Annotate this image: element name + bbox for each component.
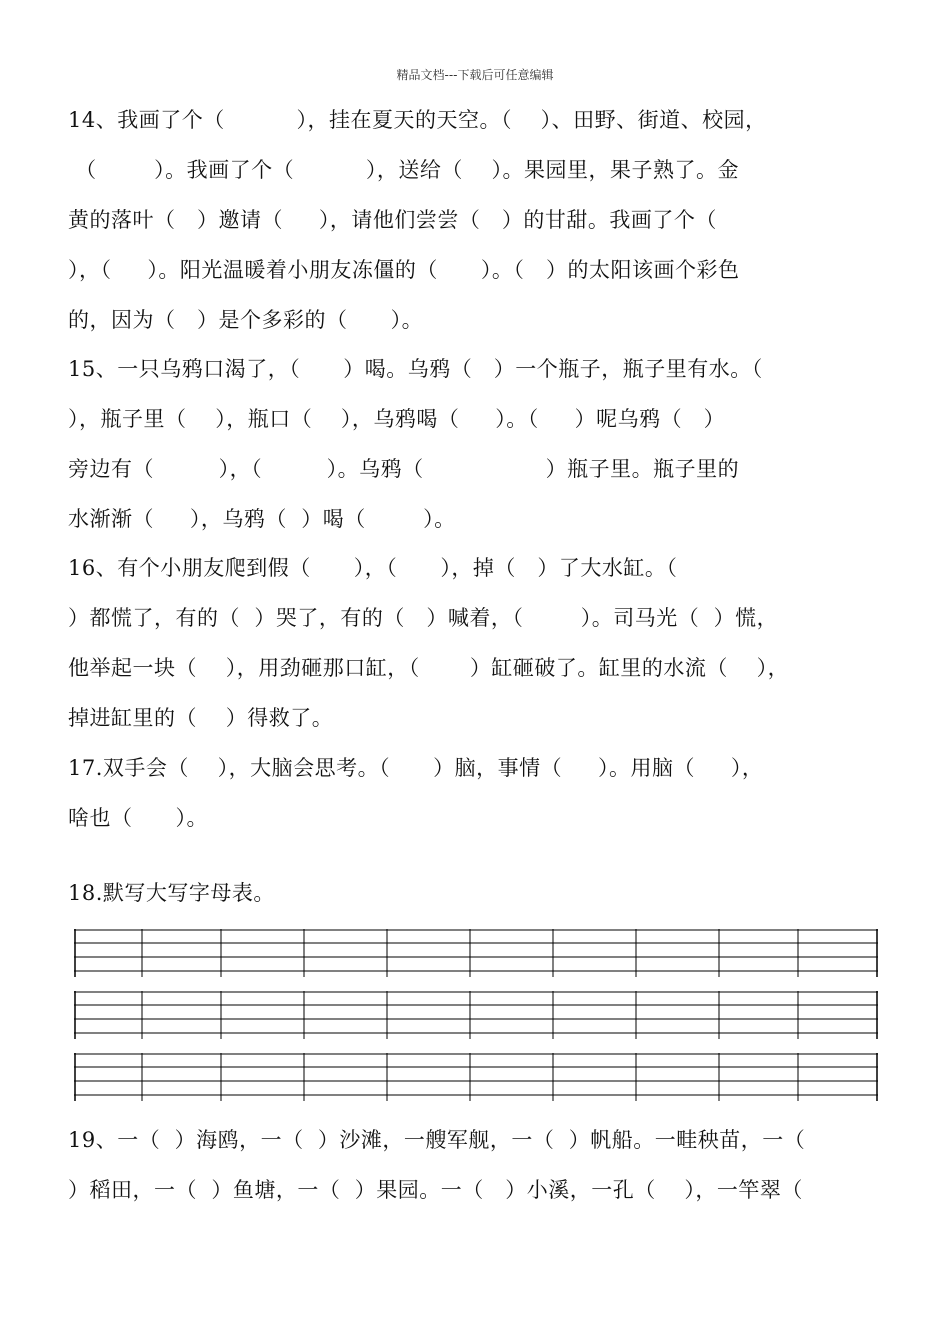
text-line-6: 15、一只乌鸦口渴了，（ ）喝。乌鸦（ ）一个瓶子，瓶子里有水。（: [68, 357, 763, 381]
text-line-1: 14、我画了个（ ），挂在夏天的天空。（ ）、田野、街道、校园，: [68, 108, 767, 132]
text-line-12: 他举起一块（ ），用劲砸那口缸，（ ）缸砸破了。缸里的水流（ ），: [68, 656, 790, 680]
four-line-grid: [74, 991, 878, 1039]
text-line-7: ），瓶子里（ ），瓶口（ ），乌鸦喝（ ）。（ ）呢乌鸦（ ）: [68, 407, 726, 431]
text-line-9: 水渐渐（ ），乌鸦（ ）喝（ ）。: [68, 507, 456, 531]
four-line-grid: [74, 929, 878, 977]
four-line-grid: [74, 1053, 878, 1101]
text-line-17: 19、一（ ）海鸥，一（ ）沙滩，一艘军舰，一（ ）帆船。一畦秧苗，一（: [68, 1128, 806, 1152]
alphabet-writing-grid-2: [74, 991, 878, 1039]
text-line-11: ）都慌了，有的（ ）哭了，有的（ ）喊着，（ ）。司马光（ ）慌，: [68, 606, 779, 630]
text-line-16: 18.默写大写字母表。: [68, 881, 275, 905]
text-line-18: ）稻田，一（ ）鱼塘，一（ ）果园。一（ ）小溪，一孔（ ），一竿翠（: [68, 1178, 803, 1202]
text-line-3: 黄的落叶（ ）邀请（ ），请他们尝尝（ ）的甘甜。我画了个（: [68, 208, 717, 232]
text-line-4: ），（ ）。阳光温暖着小朋友冻僵的（ ）。（ ）的太阳该画个彩色: [68, 258, 740, 282]
text-line-2: （ ）。我画了个（ ），送给（ ）。果园里，果子熟了。金: [68, 158, 740, 182]
alphabet-writing-grid-1: [74, 929, 878, 977]
text-line-10: 16、有个小朋友爬到假（ ），（ ），掉（ ）了大水缸。（: [68, 556, 678, 580]
text-line-14: 17.双手会（ ），大脑会思考。（ ）脑，事情（ ）。用脑（ ），: [68, 756, 764, 780]
text-line-8: 旁边有（ ），（ ）。乌鸦（ ）瓶子里。瓶子里的: [68, 457, 740, 481]
text-line-15: 啥也（ ）。: [68, 806, 209, 830]
alphabet-writing-grid-3: [74, 1053, 878, 1101]
page-header: 精品文档---下载后可任意编辑: [396, 68, 554, 82]
text-line-5: 的，因为（ ）是个多彩的（ ）。: [68, 308, 424, 332]
text-line-13: 掉进缸里的（ ）得救了。: [68, 706, 334, 730]
